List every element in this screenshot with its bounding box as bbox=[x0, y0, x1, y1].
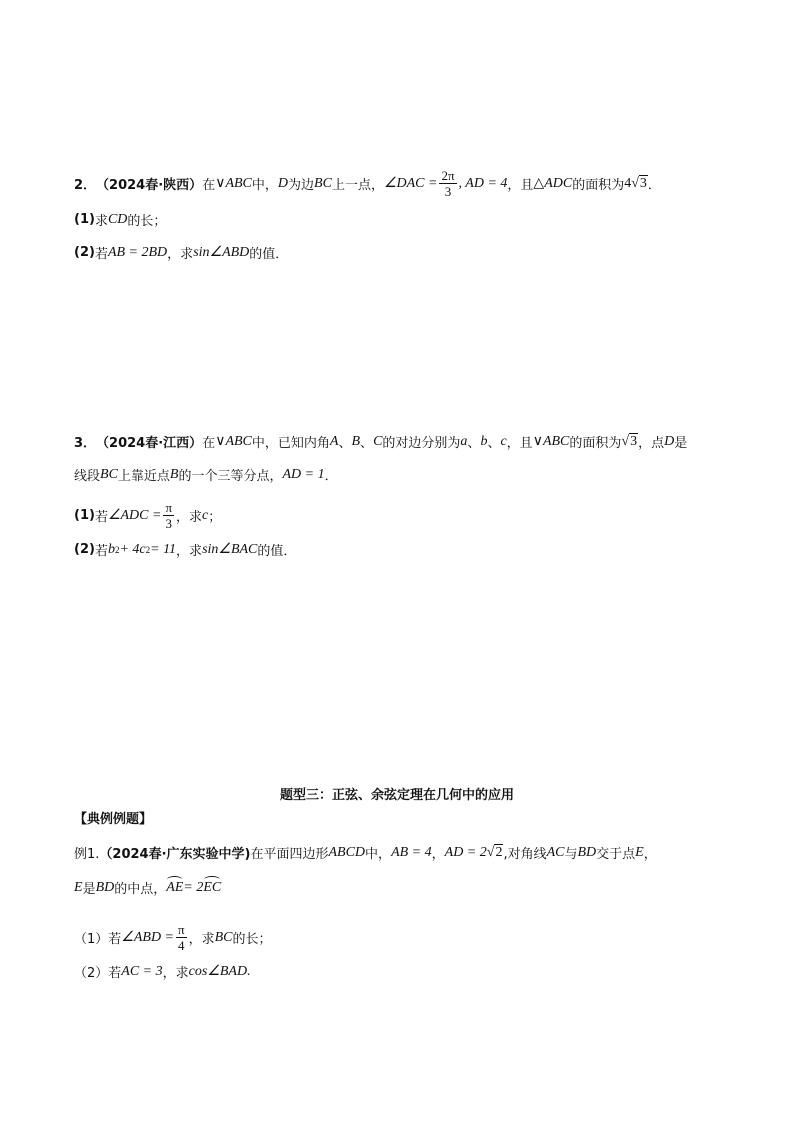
q3-part2-exp: 2 bbox=[114, 544, 120, 555]
q3-part2-eq: = 11 bbox=[150, 541, 177, 557]
q3-text: 的对边分别为 bbox=[382, 436, 461, 451]
q3-point-d: D bbox=[664, 433, 675, 449]
q2-part2-text: 若 bbox=[94, 247, 108, 262]
q2-stem bbox=[74, 168, 661, 199]
q2-area-radicand: 3 bbox=[639, 175, 647, 191]
q3-part2-b: b bbox=[107, 541, 115, 557]
q3-angle-a: A bbox=[329, 433, 339, 449]
q2-frac-den: 3 bbox=[444, 184, 452, 199]
q3-part1-fraction bbox=[163, 500, 174, 531]
q3-point-b: B bbox=[169, 466, 179, 482]
q2-area-sqrt: √3 bbox=[631, 175, 647, 191]
q2-text: 为边 bbox=[288, 178, 315, 193]
ex1-stem-line1 bbox=[74, 843, 657, 862]
q3-part1-angle: ∠ADC = bbox=[107, 508, 162, 523]
ex1-part1-label: （1） bbox=[74, 932, 109, 947]
q2-frac-num: 2π bbox=[441, 168, 455, 183]
q2-point-d: D bbox=[277, 175, 289, 191]
q3-area-radicand: 3 bbox=[630, 433, 638, 449]
q2-part2 bbox=[74, 243, 288, 262]
triangle-symbol: ∨ bbox=[215, 434, 226, 449]
q2-part1 bbox=[74, 210, 166, 229]
ex1-stem-line2 bbox=[74, 878, 221, 897]
ex1-vector-ae: AE bbox=[166, 879, 184, 895]
q3-sep: 、 bbox=[467, 436, 481, 451]
q3-part2-text: 的值． bbox=[257, 544, 297, 559]
triangle-symbol: ∨ bbox=[215, 176, 226, 191]
q3-text: 的面积为 bbox=[569, 436, 622, 451]
q3-part1-text: ； bbox=[208, 510, 222, 525]
ex1-part2-text: 若 bbox=[108, 966, 122, 981]
q3-part2-text: 若 bbox=[94, 544, 108, 559]
q2-segment-bc: BC bbox=[314, 175, 332, 191]
q3-segment-bc: BC bbox=[100, 466, 118, 482]
ex1-text: 是 bbox=[82, 882, 96, 897]
q3-part2-text: ，求 bbox=[176, 544, 203, 559]
q3-part1-text: 若 bbox=[94, 510, 108, 525]
q2-text: 中， bbox=[251, 178, 278, 193]
ex1-part1-angle: ∠ABD = bbox=[121, 930, 175, 945]
ex1-vector-eq: = 2 bbox=[183, 879, 204, 895]
q3-sep: 、 bbox=[487, 436, 501, 451]
ex1-label: 例1. bbox=[74, 847, 100, 862]
q2-part2-sin: sin∠ABD bbox=[193, 245, 250, 260]
q3-part1-c: c bbox=[202, 507, 209, 523]
q3-text: 的一个三等分点， bbox=[178, 469, 283, 484]
q2-text: 上一点， bbox=[331, 178, 384, 193]
ex1-part1-text: ，求 bbox=[188, 932, 215, 947]
q2-part2-label: (2) bbox=[74, 245, 95, 260]
q2-angle-dac: ∠DAC = bbox=[383, 176, 438, 191]
q2-part2-eq: AB = 2BD bbox=[107, 244, 168, 260]
q3-side-c: c bbox=[500, 433, 507, 449]
ex1-text: 交于点 bbox=[596, 847, 636, 862]
q3-angle-c: C bbox=[373, 433, 383, 449]
q2-text: ，且 bbox=[507, 178, 534, 193]
ex1-part2-ac: AC = 3 bbox=[121, 963, 163, 979]
q2-part2-text: 的值． bbox=[249, 247, 289, 262]
q2-ad-value: , AD = 4 bbox=[458, 175, 508, 191]
q2-part1-text: 求 bbox=[94, 214, 108, 229]
q3-stem-line2 bbox=[74, 465, 338, 484]
ex1-text: 中， bbox=[365, 847, 392, 862]
q2-part2-text: ，求 bbox=[167, 247, 194, 262]
ex1-ad-sqrt: √2 bbox=[486, 844, 503, 860]
ex1-ad-radicand: 2 bbox=[495, 844, 503, 860]
q3-text: 中，已知内角 bbox=[251, 436, 330, 451]
q3-text: 上靠近点 bbox=[117, 469, 170, 484]
q3-area-sqrt: √3 bbox=[621, 433, 638, 449]
q3-text: 在 bbox=[202, 436, 216, 451]
q3-text: 是 bbox=[674, 436, 688, 451]
ex1-quad-abcd: ABCD bbox=[328, 844, 366, 860]
triangle-symbol: ∨ bbox=[532, 434, 543, 449]
ex1-point-e: E bbox=[635, 844, 644, 860]
q3-number: 3． bbox=[74, 436, 97, 451]
q2-part1-text: 的长； bbox=[127, 214, 167, 229]
q3-sep: 、 bbox=[360, 436, 374, 451]
ex1-ab-value: AB = 4 bbox=[391, 844, 432, 860]
q3-frac-num: π bbox=[165, 500, 173, 515]
q3-side-a: a bbox=[460, 433, 468, 449]
ex1-part1-bc: BC bbox=[214, 929, 233, 945]
ex1-part1-text: 若 bbox=[108, 932, 122, 947]
q3-triangle-abc: ABC bbox=[542, 433, 570, 449]
ex1-part1-fraction bbox=[176, 922, 187, 953]
q3-side-b: b bbox=[480, 433, 488, 449]
q3-part2 bbox=[74, 540, 296, 559]
ex1-segment-bd: BD bbox=[95, 879, 115, 895]
q3-part2-mid: + 4c bbox=[119, 541, 146, 557]
section-title: 题型三：正弦、余弦定理在几何中的应用 bbox=[279, 788, 514, 803]
ex1-part2 bbox=[74, 962, 251, 981]
ex1-text: ， bbox=[431, 847, 445, 862]
triangle-symbol: △ bbox=[533, 176, 545, 191]
q2-part1-label: (1) bbox=[74, 212, 95, 227]
ex1-text: ,对角线 bbox=[503, 847, 547, 862]
q2-text: ． bbox=[647, 178, 661, 193]
ex1-part2-text: ，求 bbox=[162, 966, 189, 981]
q3-part1-label: (1) bbox=[74, 508, 95, 523]
ex1-part1-text: 的长； bbox=[232, 932, 272, 947]
q3-ad-value: AD = 1 bbox=[282, 466, 325, 482]
ex1-vector-ec: EC bbox=[203, 879, 222, 895]
q2-text: 的面积为 bbox=[572, 178, 625, 193]
q2-part1-cd: CD bbox=[107, 211, 128, 227]
q2-number: 2． bbox=[74, 178, 97, 193]
ex1-source: （2024春·广东实验中学) bbox=[99, 847, 251, 862]
example-header: 【典例例题】 bbox=[74, 812, 153, 827]
q2-triangle-abc: ABC bbox=[225, 175, 252, 191]
ex1-point-e: E bbox=[74, 879, 83, 895]
q3-part1 bbox=[74, 500, 221, 531]
ex1-text: 在平面四边形 bbox=[250, 847, 329, 862]
q3-part1-text: ，求 bbox=[176, 510, 203, 525]
q3-text: ，点 bbox=[638, 436, 665, 451]
ex1-text: ， bbox=[643, 847, 657, 862]
q3-part2-sin: sin∠BAC bbox=[202, 542, 258, 557]
ex1-ad-value: AD = 2 bbox=[444, 844, 487, 860]
ex1-part1 bbox=[74, 922, 272, 953]
q3-text: ，且 bbox=[506, 436, 533, 451]
q3-text: ． bbox=[324, 469, 338, 484]
q2-source: （2024春·陕西） bbox=[96, 178, 203, 193]
ex1-part2-label: （2） bbox=[74, 966, 109, 981]
ex1-part2-cos: cos∠BAD. bbox=[188, 964, 251, 979]
q3-part2-exp: 2 bbox=[145, 544, 151, 555]
ex1-text: 的中点， bbox=[114, 882, 167, 897]
q2-triangle-adc: ADC bbox=[544, 175, 573, 191]
q3-part2-label: (2) bbox=[74, 542, 95, 557]
q3-stem-line1 bbox=[74, 432, 687, 451]
q2-fraction bbox=[439, 168, 456, 199]
q3-source: （2024春·江西） bbox=[96, 436, 203, 451]
q3-frac-den: 3 bbox=[165, 516, 172, 531]
q3-text: 线段 bbox=[74, 469, 101, 484]
ex1-diag-ac: AC bbox=[546, 844, 565, 860]
ex1-diag-bd: BD bbox=[577, 844, 597, 860]
q3-angle-b: B bbox=[351, 433, 361, 449]
q2-area-coef: 4 bbox=[624, 175, 632, 191]
q3-sep: 、 bbox=[338, 436, 352, 451]
q2-text: 在 bbox=[202, 178, 216, 193]
ex1-frac-den: 4 bbox=[178, 938, 185, 953]
q3-triangle-abc: ABC bbox=[225, 433, 252, 449]
ex1-text: 与 bbox=[564, 847, 578, 862]
ex1-frac-num: π bbox=[178, 922, 185, 937]
